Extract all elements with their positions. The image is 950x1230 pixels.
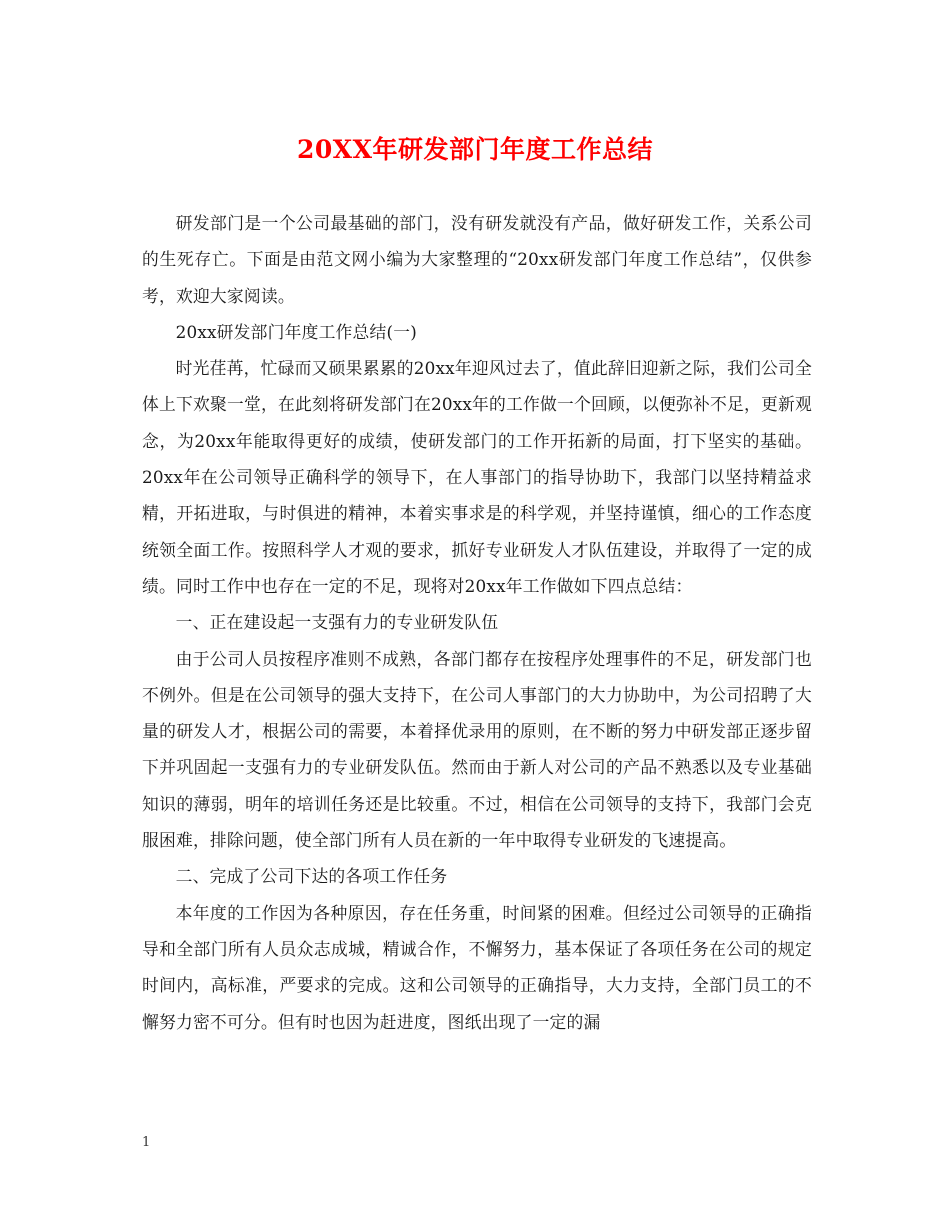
body-paragraph: 时光荏苒，忙碌而又硕果累累的20xx年迎风过去了，值此辞旧迎新之际，我们公司全体上下欢聚一堂，在此刻将研发部门在20xx年的工作做一个回顾，以便弥补不足，更新观念，为20xx年能取得更好的成绩，使研发部门的工作开拓新的局面，打下坚实的基础。20xx年在公司领导正确科学的领导下，在人事部门的指导协助下，我部门以坚持精益求精，开拓进取，与时俱进的精神，本着实事求是的科学观，并坚持谨慎，细心的工作态度统领全面工作。按照科学人才观的要求，抓好专业研发人才队伍建设，并取得了一定的成绩。同时工作中也存在一定的不足，现将对20xx年工作做如下四点总结： — [142, 358, 812, 596]
section-heading: 二、完成了公司下达的各项工作任务 — [175, 866, 448, 887]
body-paragraph: 由于公司人员按程序准则不成熟，各部门都存在按程序处理事件的不足，研发部门也不例外。但是在公司领导的强大支持下，在公司人事部门的大力协助中，为公司招聘了大量的研发人才，根据公司的需要，本着择优录用的原则，在不断的努力中研发部正逐步留下并巩固起一支强有力的专业研发队伍。然而由于新人对公司的产品不熟悉以及专业基础知识的薄弱，明年的培训任务还是比较重。不过，相信在公司领导的支持下，我部门会克服困难，排除问题，使全部门所有人员在新的一年中取得专业研发的飞速提高。 — [142, 648, 812, 851]
section-heading: 一、正在建设起一支强有力的专业研发队伍 — [175, 612, 499, 633]
intro-paragraph: 研发部门是一个公司最基础的部门，没有研发就没有产品，做好研发工作，关系公司的生死存亡。下面是由范文网小编为大家整理的“20xx研发部门年度工作总结”，仅供参考，欢迎大家阅读。 — [142, 213, 812, 306]
document-title: 20XX年研发部门年度工作总结 — [296, 135, 654, 164]
document-body — [142, 205, 812, 1040]
section-heading: 20xx研发部门年度工作总结(一) — [175, 321, 417, 342]
page-number: 1 — [142, 1135, 151, 1150]
body-paragraph: 本年度的工作因为各种原因，存在任务重，时间紧的困难。但经过公司领导的正确指导和全部门所有人员众志成城，精诚合作，不懈努力，基本保证了各项任务在公司的规定时间内，高标准，严要求的完成。这和公司领导的正确指导，大力支持，全部门员工的不懈努力密不可分。但有时也因为赶进度，图纸出现了一定的漏 — [142, 902, 812, 1032]
